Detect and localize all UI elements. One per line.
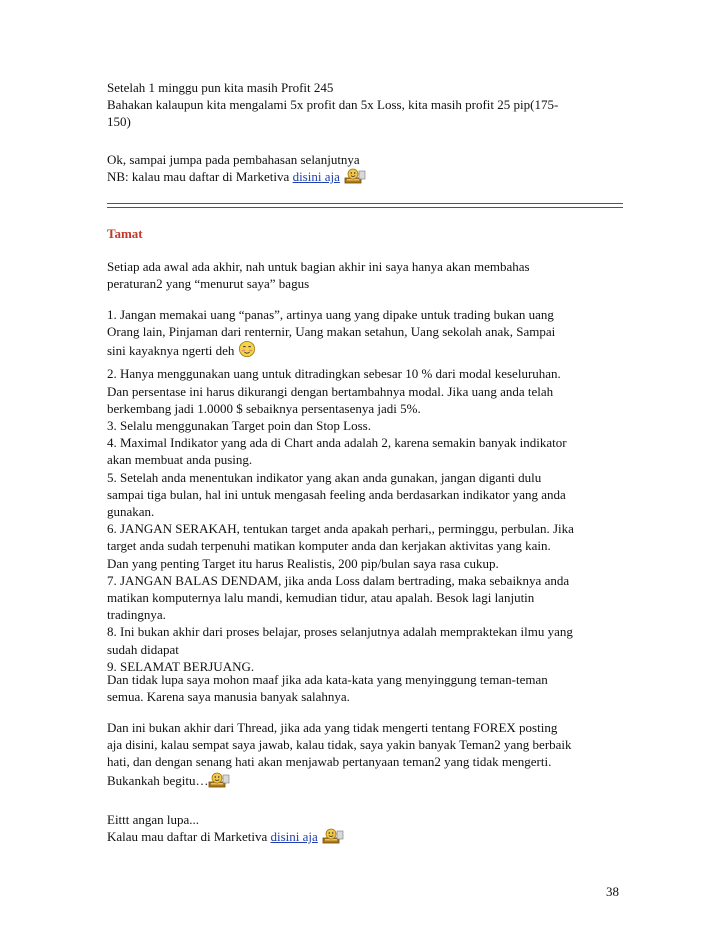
rule-line: 2. Hanya menggunakan uang untuk ditradingkan sebesar 10 % dari modal keseluruhan. — [107, 366, 561, 382]
text-line — [107, 168, 627, 188]
rule-line — [107, 340, 627, 365]
text-line: aja disini, kalau sempat saya jawab, kalau tidak, saya yakin banyak Teman2 yang berbaik — [107, 737, 572, 753]
rule-line: 7. JANGAN BALAS DENDAM, jika anda Loss dalam bertrading, maka sebaiknya anda — [107, 572, 570, 588]
page-number: 38 — [606, 884, 619, 899]
rule-line: Orang lain, Pinjaman dari renternir, Uang makan setahun, Uang sekolah anak, Sampai — [107, 324, 556, 340]
rule-line: sampai tiga bulan, hal ini untuk mengasah feeling anda berdasarkan indikator yang anda — [107, 486, 566, 502]
typing-smiley-icon — [344, 168, 366, 188]
rule-line: 8. Ini bukan akhir dari proses belajar, proses selanjutnya adalah mempraktekan ilmu yang — [107, 624, 573, 640]
final-block — [107, 811, 627, 848]
rule-line: 9. SELAMAT BERJUANG. — [107, 658, 255, 674]
rule-line: berkembang jadi 1.0000 $ sebaiknya persentasenya jadi 5%. — [107, 400, 421, 416]
rule-line: gunakan. — [107, 504, 155, 520]
rule-text: sini kayaknya ngerti deh — [107, 343, 235, 359]
blushing-smiley-icon — [238, 340, 256, 365]
text-line-content: Bukankah begitu… — [107, 772, 209, 788]
text-line: semua. Karena saya manusia banyak salahnya. — [107, 689, 350, 705]
text-line: Eittt angan lupa... — [107, 812, 200, 827]
text-prefix: Kalau mau daftar di Marketiva — [107, 829, 271, 845]
rule-line: Dan persentase ini harus dikurangi dengan bertambahnya modal. Jika uang anda telah — [107, 383, 554, 399]
rule-line: 3. Selalu menggunakan Target poin dan Stop Loss. — [107, 418, 371, 434]
rule-line: 6. JANGAN SERAKAH, tentukan target anda apakah perhari,, perminggu, perbulan. Jika — [107, 521, 574, 537]
typing-smiley-icon — [322, 828, 344, 848]
register-link[interactable]: disini aja — [292, 169, 340, 185]
text-line — [107, 828, 627, 848]
text-line: Setiap ada awal ada akhir, nah untuk bagian akhir ini saya hanya akan membahas — [107, 259, 530, 274]
rule-line: akan membuat anda pusing. — [107, 452, 253, 468]
text-line: Bahakan kalaupun kita mengalami 5x profit dan 5x Loss, kita masih profit 25 pip(175- — [107, 97, 559, 113]
text-line: Dan ini bukan akhir dari Thread, jika ada yang tidak mengerti tentang FOREX posting — [107, 720, 558, 735]
signoff-block — [107, 151, 627, 188]
intro-paragraph — [107, 258, 627, 292]
text-line: Setelah 1 minggu pun kita masih Profit 245 — [107, 80, 334, 95]
text-line: Dan tidak lupa saya mohon maaf jika ada kata-kata yang menyinggung teman-teman — [107, 672, 548, 687]
section-divider — [107, 207, 623, 208]
profit-summary — [107, 79, 627, 131]
rule-line: tradingnya. — [107, 607, 166, 623]
section-heading: Tamat — [107, 226, 143, 241]
register-link[interactable]: disini aja — [270, 829, 318, 845]
text-line: 150) — [107, 114, 131, 130]
rules-list — [107, 306, 627, 675]
typing-smiley-icon — [208, 772, 230, 794]
text-line: Ok, sampai jumpa pada pembahasan selanjutnya — [107, 152, 360, 167]
apology-paragraph — [107, 671, 627, 705]
text-prefix: NB: kalau mau daftar di Marketiva — [107, 169, 293, 185]
rule-line: matikan komputernya lalu mandi, kemudian tidur, atau apalah. Besok lagi lanjutin — [107, 590, 535, 606]
section-divider — [107, 203, 623, 204]
rule-line: Dan yang penting Target itu harus Realistis, 200 pip/bulan saya rasa cukup. — [107, 555, 499, 571]
rule-line: 5. Setelah anda menentukan indikator yang akan anda gunakan, jangan diganti dulu — [107, 469, 542, 485]
text-line: hati, dan dengan senang hati akan menjawab pertanyaan teman2 yang tidak mengerti. — [107, 754, 552, 770]
rule-line: sudah didapat — [107, 641, 179, 657]
closing-paragraph — [107, 719, 627, 794]
rule-line: 4. Maximal Indikator yang ada di Chart anda adalah 2, karena semakin banyak indikator — [107, 435, 567, 451]
rule-line: target anda sudah terpenuhi matikan komputer anda dan kerjakan aktivitas yang kain. — [107, 538, 551, 554]
rule-line: 1. Jangan memakai uang “panas”, artinya uang yang dipake untuk trading bukan uang — [107, 307, 554, 322]
text-line: peraturan2 yang “menurut saya” bagus — [107, 276, 310, 292]
text-line — [107, 771, 627, 794]
